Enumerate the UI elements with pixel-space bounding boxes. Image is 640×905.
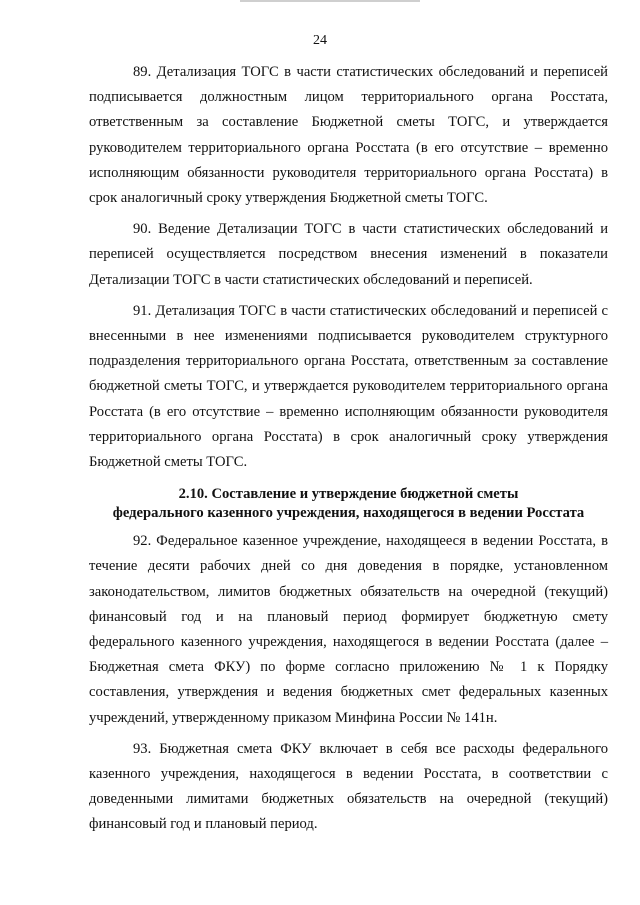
section-heading-2-10 xyxy=(89,485,608,523)
section-heading-line-1: 2.10. Составление и утверждение бюджетной сметы xyxy=(178,486,519,503)
paragraph-90: 90. Ведение Детализации ТОГС в части статистических обследований и переписей осуществляется посредством внесения изменений в показатели Детализации ТОГС в части статистических обследований и переписей. xyxy=(89,221,608,288)
paragraph-91: 91. Детализация ТОГС в части статистических обследований и переписей с внесенными в нее изменениями подписывается руководителем структурного подразделения территориального органа Росстата, ответственным за составление бюджетной сметы ТОГС, и утверждается руководителем территориального органа Росстата (в его отсутствие – временно исполняющим обязанности руководителя территориального органа Росстата) в срок аналогичный сроку утверждения Бюджетной сметы ТОГС. xyxy=(89,302,608,471)
document-body xyxy=(89,60,608,844)
paragraph-93: 93. Бюджетная смета ФКУ включает в себя все расходы федерального казенного учреждения, находящегося в ведении Росстата, в соответствии с доведенными лимитами бюджетных обязательств на очередной (текущий) финансовый год и плановый период. xyxy=(89,740,608,833)
paragraph-92: 92. Федеральное казенное учреждение, находящееся в ведении Росстата, в течение десяти рабочих дней со дня доведения в порядке, установленном законодательством, лимитов бюджетных обязательств на очередной (текущий) финансовый год и на плановый период формирует бюджетную смету федерального казенного учреждения, находящегося в ведении Росстата (далее – Бюджетная смета ФКУ) по форме согласно приложению № 1 к Порядку составления, утверждения и ведения бюджетных смет федеральных казенных учреждений, утвержденному приказом Минфина России № 141н. xyxy=(89,533,608,726)
paragraph-89: 89. Детализация ТОГС в части статистических обследований и переписей подписывается должностным лицом территориального органа Росстата, ответственным за составление Бюджетной сметы ТОГС, и утверждается руководителем территориального органа Росстата (в его отсутствие – временно исполняющим обязанности руководителя территориального органа Росстата) в срок аналогичный сроку утверждения Бюджетной сметы ТОГС. xyxy=(89,64,608,207)
scan-edge-mark xyxy=(240,0,420,2)
section-heading-line-2: федерального казенного учреждения, находящегося в ведении Росстата xyxy=(112,505,585,522)
page-number: 24 xyxy=(313,33,327,48)
